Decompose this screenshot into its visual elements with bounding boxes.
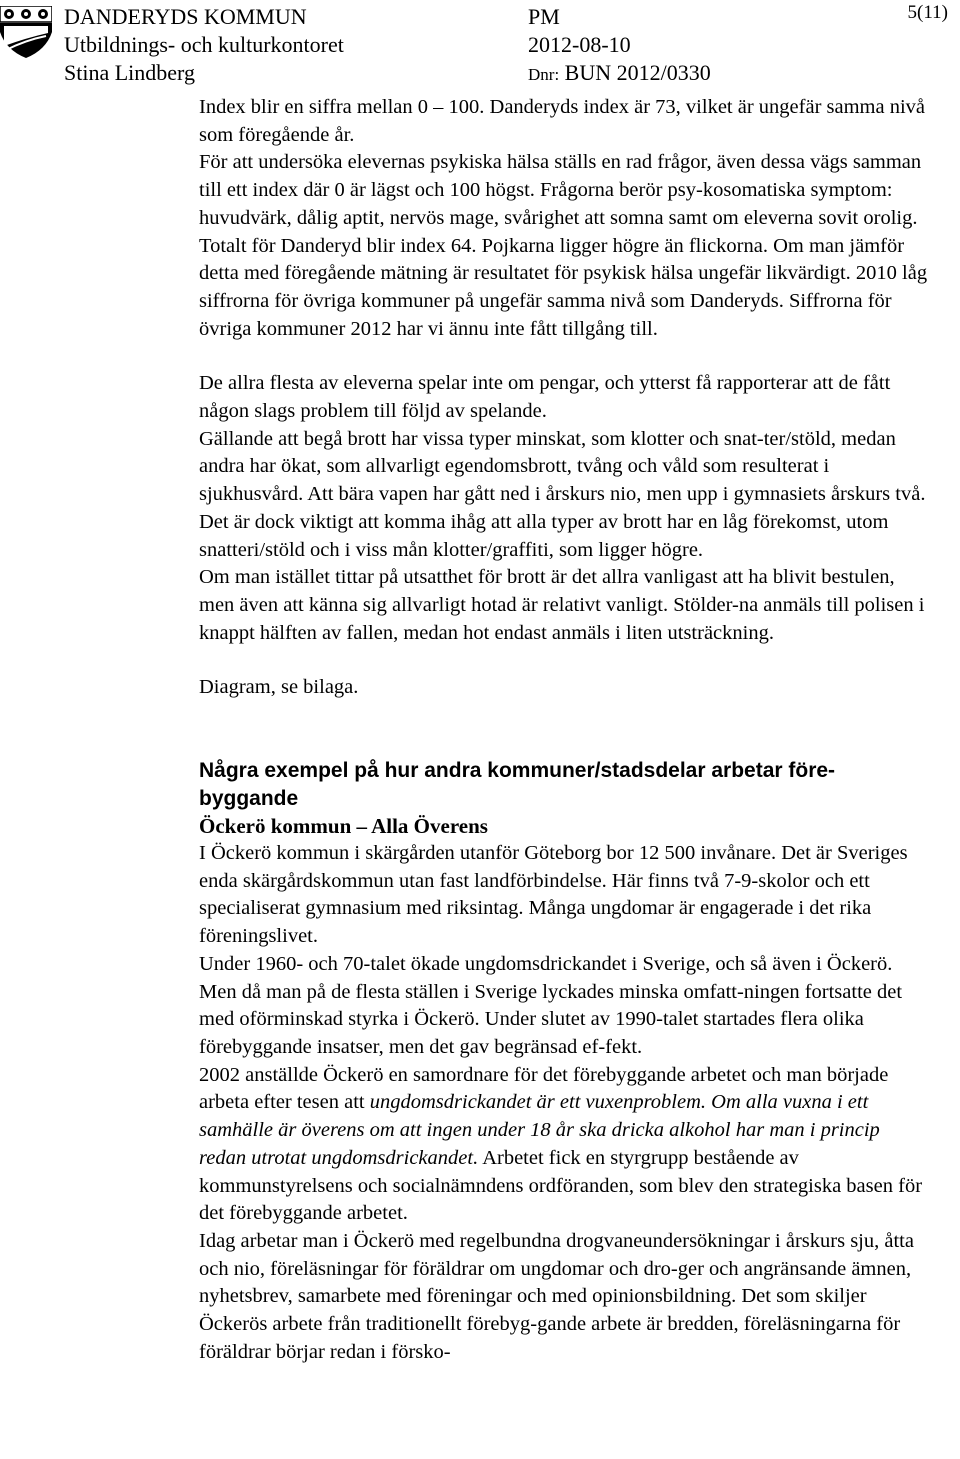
dnr-value: BUN 2012/0330: [564, 60, 711, 85]
document-type: PM: [528, 4, 560, 29]
document-date: 2012-08-10: [528, 32, 631, 57]
section-subheading: Öckerö kommun – Alla Överens: [199, 814, 488, 839]
paragraph-index: Index blir en siffra mellan 0 – 100. Danderyds index är 73, vilket är ungefär samma nivå som föregående år.: [199, 96, 926, 146]
page-number: 5(11): [907, 2, 948, 23]
document-body: [199, 94, 931, 1366]
paragraph-ockero-history: Under 1960- och 70-talet ökade ungdomsdrickandet i Sverige, och så även i Öckerö. Men då man på de flesta ställen i Sverige lyckades minska omfatt-ningen fortsatte det med oförminskad styrka i Öckerö. Under slutet av 1990-talet startades flera olika förebyggande insatser, men det gav begränsad ef-fekt.: [199, 952, 903, 1058]
paragraph-diagram-reference: Diagram, se bilaga.: [199, 676, 359, 699]
section-heading: Några exempel på hur andra kommuner/stadsdelar arbetar före-byggande: [199, 759, 836, 810]
header-middle: [528, 4, 711, 88]
italic-quote: ungdomsdrickandet är ett vuxenproblem. Om alla vuxna i ett samhälle är överens om att ingen under 18 år ska dricka alkohol har man i princip redan utrotat ungdomsdrickandet.: [199, 1091, 880, 1169]
paragraph-gambling: De allra flesta av eleverna spelar inte om pengar, och ytterst få rapporterar att de fått någon slags problem till följd av spelande.: [199, 372, 891, 423]
dnr-label: Dnr:: [528, 65, 560, 84]
paragraph-text: Arbetet fick en styrgrupp bestående av kommunstyrelsens och socialnämndens ordföranden, som blev den strategiska basen för det förebyggande arbetet.: [199, 1146, 923, 1225]
paragraph-psychic-health: För att undersöka elevernas psykiska hälsa ställs en rad frågor, även dessa vägs samman till ett index där 0 är lägst och 100 högst. Frågorna berör psy-kosomatiska symptom: huvudvärk, dålig aptit, nervös mage, svårighet att somna samt om eleverna sovit orolig. Totalt för Danderyd blir index 64. Pojkarna ligger högre än flickorna. Om man jämför detta med föregående mätning är resultatet för psykisk hälsa ungefär likvärdigt. 2010 låg siffrorna för övriga kommuner på ungefär samma nivå som Danderyds. Siffrorna för övriga kommuner 2012 har vi ännu inte fått tillgång till.: [199, 151, 928, 340]
paragraph-victimization: Om man istället tittar på utsatthet för brott är det allra vanligast att ha blivit bestulen, men även att känna sig allvarligt hotad är relativt vanligt. Stölder-na anmäls till polisen i knappt hälften av fallen, medan hot endast anmäls i liten utsträckning.: [199, 566, 925, 644]
paragraph-text: 2002 anställde Öckerö en samordnare för det förebyggande arbetet och man började arbeta efter tesen att: [199, 1063, 889, 1114]
author-name: Stina Lindberg: [64, 60, 195, 85]
department-name: Utbildnings- och kulturkontoret: [64, 32, 344, 57]
paragraph-ockero-intro: I Öckerö kommun i skärgården utanför Göteborg bor 12 500 invånare. Det är Sveriges enda skärgårdskommun utan fast landförbindelse. Här finns två 7-9-skolor och ett specialiserat gymnasium med riksintag. Många ungdomar är engagerade i det rika föreningslivet.: [199, 842, 908, 948]
paragraph-ockero-coordinator: [199, 1062, 931, 1228]
header-left: [64, 4, 344, 88]
organization-name: DANDERYDS KOMMUN: [64, 4, 307, 29]
municipality-crest-logo: [0, 6, 52, 58]
paragraph-ockero-today: Idag arbetar man i Öckerö med regelbundna drogvaneundersökningar i årskurs sju, åtta och nio, föreläsningar för föräldrar om ungdomar och dro-ger och angränsande ämnen, nyhetsbrev, samarbete med föreningar och med opinionsbildning. Det som skiljer Öckerös arbete från traditionellt förebyg-gande arbete är bredden, föreläsningarna för föräldrar börjar redan i försko-: [199, 1229, 914, 1363]
document-dnr: [528, 60, 711, 88]
paragraph-crime: Gällande att begå brott har vissa typer minskat, som klotter och snat-ter/stöld, medan andra har ökat, som allvarligt egendomsbrott, tvång och våld som resulterat i sjukhusvård. Att bära vapen har gått ned i årskurs nio, men upp i gymnasiets årskurs två. Det är dock viktigt att komma ihåg att alla typer av brott har en låg förekomst, utom snatteri/stöld och i viss mån klotter/graffiti, som ligger högre.: [199, 427, 926, 561]
